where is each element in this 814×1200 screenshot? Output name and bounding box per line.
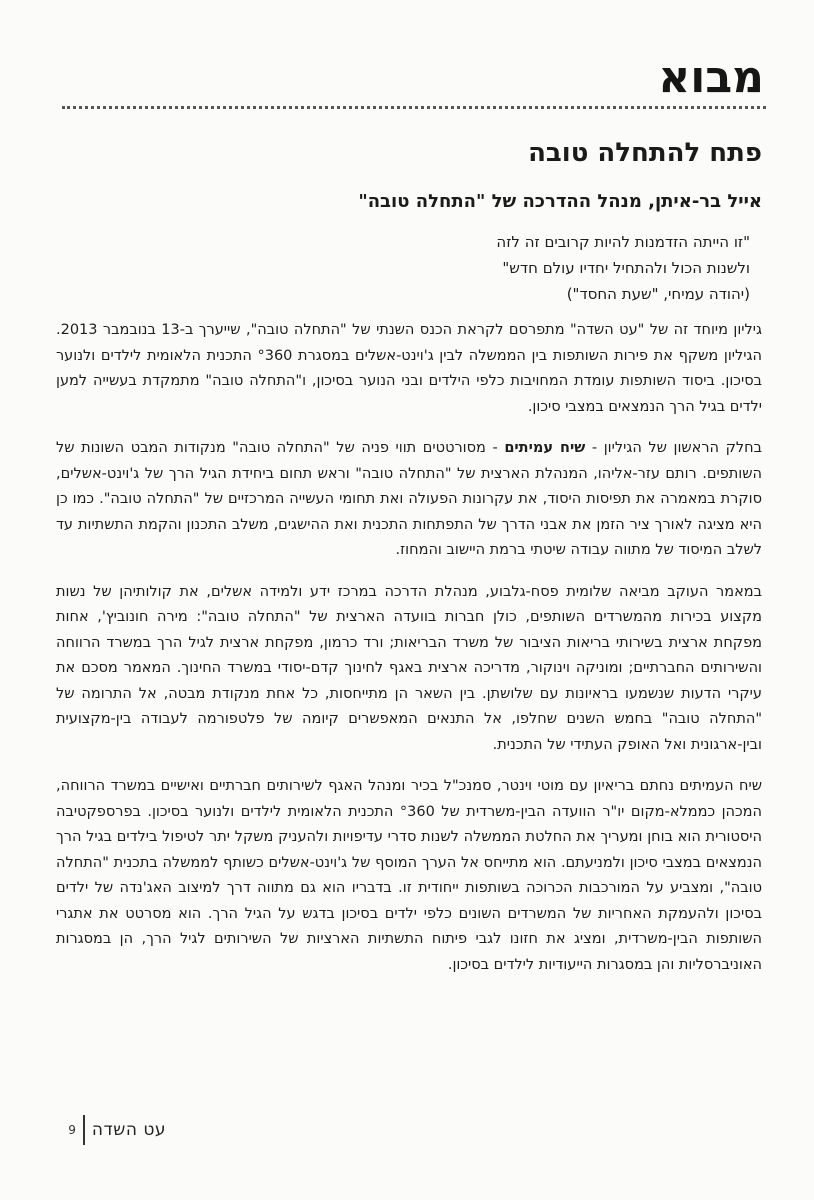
paragraph-text-before: בחלק הראשון של הגיליון -: [585, 440, 763, 456]
epigraph-line: "זו הייתה הזדמנות להיות קרובים זה לזה: [496, 233, 750, 251]
page-footer: [68, 1115, 166, 1145]
paragraph-lead: שיח עמיתים: [504, 440, 586, 456]
epigraph-attribution: (יהודה עמיחי, "שעת החסד"): [566, 285, 750, 303]
article-body: [56, 318, 762, 994]
title-divider: [62, 106, 766, 109]
section-title: מבוא: [658, 52, 764, 103]
paragraph-text: - מסורטטים תווי פניה של "התחלה טובה" מנקודות המבט השונות של השותפים. רותם עזר-אליהו, המנהלת הארצית של "התחלה טובה" וראש תחום ביחידת הגיל הרך של ג'וינט-אשלים, סוקרת במאמרה את תפיסות היסוד, את עקרונות הפעולה ואת תחומי העשייה המרכזיים של "התחלה טובה". כמו כן היא מציגה לאורך ציר הזמן את אבני הדרך של התפתחות התכנית ואת ההישגים, משלב התכנון והקמת התשתיות עד לשלב המיסוד של מתווה עבודה שיטתי ברמת היישוב והמחוז.: [56, 440, 762, 558]
epigraph: [230, 229, 750, 307]
paragraph-text: במאמר העוקב מביאה שלומית פסח-גלבוע, מנהלת הדרכה במרכז ידע ולמידה אשלים, את קולותיהן של נשות מקצוע בכירות מהמשרדים השותפים, כולן חברות בוועדה הארצית של "התחלה טובה": מירה חונוביץ', אחות מפקחת ארצית בשירותי בריאות הציבור של משרד הבריאות; ורד כרמון, מפקחת ארצית לגיל הרך במשרד הרווחה והשירותים החברתיים; ומוניקה וינוקור, מדריכה ארצית באגף לחינוך קדם-יסודי במשרד החינוך. המאמר מסכם את עיקרי הדעות שנשמעו בראיונות עם שלושתן. בין השאר הן מתייחסות, כל אחת מנקודת מבטה, אל התרומה של "התחלה טובה" בחמש השנים שחלפו, אל התנאים המאפשרים קיומה של פלטפורמה לעבודה בין-מקצועית ובין-ארגונית ואל האופק העתידי של התכנית.: [56, 583, 762, 753]
paragraph: [56, 318, 762, 420]
article-byline: אייל בר-איתן, מנהל ההדרכה של "התחלה טובה": [358, 191, 762, 212]
paragraph: [56, 436, 762, 564]
article-title: פתח להתחלה טובה: [528, 138, 762, 168]
paragraph-text: גיליון מיוחד זה של "עט השדה" מתפרסם לקראת הכנס השנתי של "התחלה טובה", שייערך ב-13 בנובמבר 2013. הגיליון משקף את פירות השותפות בין הממשלה לבין ג'וינט-אשלים במסגרת °360 התכנית הלאומית לילדים ולנוער בסיכון. ביסוד השותפות עומדת המחויבות כלפי הילדים ובני הנוער בסיכון, ו"התחלה טובה" מתמקדת בעשייה למען ילדים בגיל הרך הנמצאים במצבי סיכון.: [56, 322, 763, 415]
publication-logo: עט השדה: [91, 1120, 166, 1140]
paragraph: [56, 774, 762, 978]
page-number: 9: [68, 1123, 76, 1137]
epigraph-line: ולשנות הכול ולהתחיל יחדיו עולם חדש": [502, 259, 750, 277]
footer-divider: [83, 1115, 85, 1145]
paragraph-text: שיח העמיתים נחתם בריאיון עם מוטי וינטר, סמנכ"ל בכיר ומנהל האגף לשירותים חברתיים ואישיים במשרד הרווחה, המכהן כממלא-מקום יו"ר הוועדה הבין-משרדית של °360 התכנית הלאומית לילדים ולנוער בסיכון. בפרספקטיבה היסטורית הוא בוחן ומעריך את החלטת הממשלה לשנות סדרי עדיפויות ולהעניק משקל יתר לטיפול בילדים בגיל הרך הנמצאים במצבי סיכון ולמניעתם. הוא מתייחס אל הערך המוסף של ג'וינט-אשלים כשותף לממשלה בתכנית "התחלה טובה", ומצביע על המורכבות הכרוכה בשותפות ייחודית זו. בדבריו הוא גם מתווה דרך למיצוב האג'נדה של ילדים בסיכון ולהעמקת האחריות של המשרדים השונים כלפי ילדים בסיכון בדגש על הגיל הרך. הוא מסרטט את אתגרי השותפות הבין-משרדית, ומציג את חזונו לגבי פיתוח התשתיות הארציות של השירותים לגיל הרך, הן במסגרות האוניברסליות והן במסגרות הייעודיות לילדים בסיכון.: [56, 778, 763, 973]
paragraph: [56, 580, 762, 759]
